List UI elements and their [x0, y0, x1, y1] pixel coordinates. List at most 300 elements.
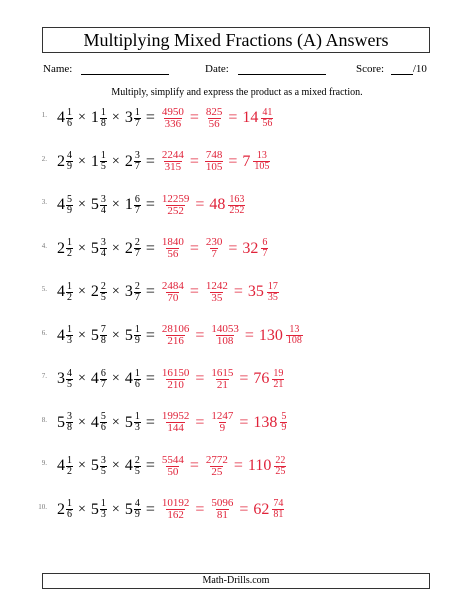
factor — [57, 499, 73, 520]
answer-step-denominator: 56 — [167, 248, 179, 260]
answer-step-denominator: 35 — [267, 291, 278, 303]
factor-denominator: 8 — [67, 422, 72, 433]
times-sign: × — [78, 458, 86, 473]
equals-sign: = — [189, 152, 199, 170]
factor — [125, 456, 141, 477]
answer-step-whole: 48 — [209, 196, 226, 213]
answer-step-fraction — [161, 237, 185, 260]
answer-step — [160, 107, 185, 130]
answer-step — [204, 281, 229, 304]
equals-sign: = — [145, 326, 155, 344]
answer-step-numerator: 4950 — [161, 105, 184, 118]
answer-step-fraction — [161, 324, 191, 347]
factor-denominator: 7 — [134, 161, 140, 172]
answer-step — [204, 455, 229, 478]
factor — [91, 151, 107, 172]
factor-fraction — [66, 282, 73, 303]
factor-fraction — [66, 325, 73, 346]
factor — [91, 412, 107, 433]
equals-sign: = — [195, 500, 205, 518]
answer-step-numerator: 17 — [267, 280, 278, 292]
instructions: Multiply, simplify and express the product as a mixed fraction. — [111, 87, 363, 98]
answer-step-numerator: 1242 — [205, 279, 228, 292]
answer-step-fraction — [253, 151, 270, 172]
answer-step-numerator: 14053 — [211, 323, 239, 335]
answer-step-denominator: 216 — [167, 335, 184, 347]
score-total: /10 — [412, 63, 427, 75]
answer-step-numerator: 16150 — [161, 366, 190, 379]
answer-step-denominator: 81 — [216, 509, 228, 521]
answer-step-numerator: 2772 — [205, 453, 228, 466]
times-sign: × — [78, 501, 86, 517]
answer-step — [160, 150, 185, 173]
factor-numerator: 1 — [67, 454, 72, 466]
factor — [57, 151, 73, 172]
answer-step-fraction — [228, 195, 245, 216]
answer-step-fraction — [272, 499, 284, 520]
answer-step-numerator: 748 — [205, 149, 223, 161]
equals-sign: = — [228, 239, 238, 257]
factor — [91, 369, 107, 390]
factor-whole: 4 — [57, 283, 65, 300]
answer-step-whole: 76 — [253, 370, 270, 387]
times-sign: × — [111, 371, 120, 386]
factor-numerator: 1 — [134, 367, 140, 379]
score-line — [391, 64, 413, 75]
name-line — [81, 64, 169, 75]
factor — [57, 195, 73, 216]
answer-step-whole: 62 — [253, 500, 270, 518]
factor — [57, 108, 73, 129]
answer-step-denominator: 315 — [164, 161, 182, 173]
times-sign: × — [111, 240, 120, 256]
factor-numerator: 1 — [67, 280, 72, 292]
answer-step-fraction — [205, 455, 229, 478]
equals-sign: = — [228, 152, 238, 170]
times-sign: × — [111, 327, 120, 343]
factor-fraction — [100, 108, 107, 129]
factor-denominator: 5 — [100, 291, 106, 303]
problem-expression — [57, 103, 273, 133]
factor-fraction — [100, 238, 107, 259]
problem-number: 6. — [41, 328, 47, 337]
factor-fraction — [100, 325, 107, 346]
answer-step — [204, 150, 224, 173]
factor-whole: 5 — [90, 326, 99, 344]
answer-step-fraction — [267, 282, 279, 303]
factor-numerator: 2 — [134, 280, 140, 292]
factor-fraction — [66, 499, 73, 520]
factor-whole: 1 — [90, 109, 99, 126]
answer-step-fraction — [286, 325, 303, 346]
answer-step-numerator: 74 — [273, 498, 284, 509]
factor-denominator: 9 — [134, 335, 140, 346]
times-sign: × — [78, 284, 86, 299]
problem-number: 3. — [41, 198, 47, 206]
answer-step-fraction — [261, 108, 273, 129]
equals-sign: = — [189, 283, 199, 300]
answer-step-denominator: 252 — [167, 204, 184, 217]
answer-step-numerator: 19 — [273, 367, 284, 379]
factor — [57, 412, 73, 433]
answer-step-whole: 130 — [258, 326, 283, 344]
factor-fraction — [66, 456, 73, 477]
problem-expression — [57, 451, 286, 481]
factor — [91, 499, 107, 520]
answer-step-fraction — [205, 150, 224, 173]
factor-numerator: 2 — [100, 280, 106, 292]
answer-step — [160, 237, 185, 260]
times-sign: × — [111, 501, 120, 517]
factor-numerator: 7 — [100, 324, 106, 335]
answer-step-denominator: 21 — [273, 378, 284, 390]
answer-step-denominator: 9 — [219, 422, 226, 434]
factor-fraction — [66, 238, 73, 259]
answer-step-numerator: 41 — [262, 106, 273, 118]
factor-denominator: 6 — [134, 378, 140, 390]
answer-step-denominator: 144 — [167, 422, 184, 434]
factor-fraction — [134, 369, 141, 390]
answer-step-whole: 14 — [242, 109, 259, 126]
problem-expression — [57, 321, 303, 351]
factor-numerator: 3 — [67, 411, 72, 422]
answer-step-denominator: 56 — [262, 117, 273, 129]
factor-whole: 5 — [90, 500, 99, 518]
problem-number: 8. — [41, 415, 47, 424]
factor — [125, 195, 141, 216]
factor-numerator: 1 — [67, 498, 72, 509]
problem-expression — [57, 190, 245, 220]
times-sign: × — [111, 153, 120, 169]
equals-sign: = — [195, 370, 205, 387]
factor-numerator: 4 — [67, 150, 72, 161]
factor-fraction — [100, 151, 107, 172]
answer-step-denominator: 25 — [275, 465, 286, 477]
factor-denominator: 7 — [134, 117, 140, 129]
factor-denominator: 9 — [67, 161, 72, 172]
factor-denominator: 5 — [67, 378, 72, 390]
answer-step-denominator: 9 — [281, 422, 287, 433]
factor-denominator: 7 — [134, 291, 140, 303]
date-line — [238, 64, 326, 75]
factor-fraction — [66, 195, 73, 216]
answer-step — [253, 412, 287, 433]
problem-expression — [57, 277, 279, 307]
factor-numerator: 3 — [100, 237, 106, 248]
factor-numerator: 6 — [134, 193, 140, 205]
answer-step-numerator: 1840 — [161, 236, 184, 248]
factor-fraction — [100, 499, 107, 520]
factor-fraction — [134, 282, 141, 303]
answer-step-numerator: 12259 — [161, 192, 190, 205]
answer-step-denominator: 162 — [167, 509, 184, 521]
factor-denominator: 2 — [67, 465, 72, 477]
factor-whole: 5 — [124, 326, 133, 344]
answer-step-numerator: 5544 — [161, 453, 184, 466]
factor-numerator: 2 — [134, 237, 140, 248]
factor — [125, 238, 141, 259]
answer-step-numerator: 5096 — [211, 497, 234, 509]
factor-whole: 2 — [124, 152, 133, 170]
factor-whole: 5 — [90, 196, 99, 213]
footer: Math-Drills.com — [42, 573, 430, 589]
answer-step-fraction — [161, 281, 185, 304]
problem-number: 1. — [41, 111, 47, 119]
equals-sign: = — [189, 239, 199, 257]
factor-numerator: 4 — [134, 498, 140, 509]
factor-whole: 4 — [57, 326, 65, 344]
factor-whole: 5 — [90, 239, 99, 257]
factor — [91, 195, 107, 216]
answer-step — [160, 498, 191, 521]
factor-numerator: 1 — [67, 237, 72, 248]
equals-sign: = — [145, 500, 155, 518]
answer-step — [242, 108, 273, 129]
answer-step-denominator: 105 — [205, 161, 223, 173]
factor — [91, 282, 107, 303]
factor-whole: 3 — [57, 370, 65, 387]
factor — [91, 108, 107, 129]
answer-step-numerator: 28106 — [161, 323, 190, 335]
times-sign: × — [78, 197, 86, 212]
factor — [91, 325, 107, 346]
factor — [57, 238, 73, 259]
factor-numerator: 5 — [100, 411, 106, 422]
factor-numerator: 3 — [100, 193, 106, 205]
factor-whole: 1 — [124, 196, 133, 213]
answer-step-fraction — [161, 150, 185, 173]
answer-step-numerator: 13 — [256, 150, 267, 161]
date-label: Date: — [205, 63, 229, 75]
answer-step-denominator: 7 — [211, 248, 217, 260]
factor-whole: 5 — [57, 413, 65, 431]
factor-fraction — [134, 238, 141, 259]
factor-fraction — [134, 499, 141, 520]
answer-step-denominator: 21 — [216, 378, 228, 391]
factor — [57, 325, 73, 346]
answer-step-fraction — [161, 107, 185, 130]
answer-step-denominator: 108 — [286, 335, 302, 346]
factor-whole: 4 — [90, 413, 99, 431]
factor-whole: 4 — [57, 196, 65, 213]
answer-step-whole: 32 — [242, 239, 259, 257]
factor — [125, 499, 141, 520]
answer-step-numerator: 163 — [229, 193, 245, 205]
answer-step-numerator: 2244 — [161, 149, 184, 161]
times-sign: × — [78, 110, 86, 125]
factor — [91, 456, 107, 477]
answer-step-denominator: 210 — [167, 378, 184, 391]
score-label: Score: — [356, 63, 385, 75]
factor-numerator: 1 — [100, 106, 106, 118]
equals-sign: = — [233, 283, 243, 300]
factor-fraction — [134, 195, 141, 216]
factor-fraction — [100, 282, 107, 303]
times-sign: × — [78, 240, 86, 256]
factor-denominator: 3 — [67, 335, 72, 346]
factor-denominator: 6 — [67, 117, 72, 129]
equals-sign: = — [145, 109, 155, 126]
problem-expression — [57, 147, 270, 177]
answer-step-fraction — [210, 411, 234, 434]
factor-denominator: 8 — [100, 335, 106, 346]
factor-numerator: 5 — [67, 193, 72, 205]
problem-number: 2. — [41, 154, 47, 163]
worksheet-title: Multiplying Mixed Fractions (A) Answers — [42, 27, 430, 53]
factor — [57, 282, 73, 303]
answer-step-denominator: 108 — [216, 335, 234, 347]
times-sign: × — [111, 110, 120, 125]
factor-fraction — [100, 369, 107, 390]
answer-step — [209, 411, 234, 434]
answer-step-fraction — [280, 412, 287, 433]
answer-step — [160, 281, 185, 304]
equals-sign: = — [233, 457, 243, 474]
answer-step-whole: 138 — [253, 413, 278, 431]
factor-fraction — [66, 151, 73, 172]
equals-sign: = — [145, 283, 155, 300]
factor-numerator: 3 — [134, 150, 140, 161]
factor-whole: 5 — [124, 413, 133, 431]
answer-step-numerator: 1247 — [211, 410, 234, 422]
factor-numerator: 1 — [134, 106, 140, 118]
equals-sign: = — [239, 370, 249, 387]
factor-denominator: 5 — [134, 465, 140, 477]
answer-step — [248, 282, 279, 303]
answer-step — [160, 368, 191, 391]
factor-fraction — [100, 195, 107, 216]
factor-whole: 2 — [124, 239, 133, 257]
factor-numerator: 6 — [100, 367, 106, 379]
factor-numerator: 2 — [134, 454, 140, 466]
factor-fraction — [66, 369, 73, 390]
problem-number: 10. — [38, 502, 47, 511]
answer-step — [160, 455, 185, 478]
answer-step-denominator: 81 — [273, 509, 284, 520]
times-sign: × — [78, 327, 86, 343]
answer-step-fraction — [210, 498, 234, 521]
factor-fraction — [134, 108, 141, 129]
factor-whole: 3 — [124, 109, 133, 126]
answer-step-numerator: 5 — [281, 411, 287, 422]
factor-numerator: 1 — [134, 411, 140, 422]
answer-step-denominator: 336 — [164, 117, 182, 130]
factor-numerator: 3 — [100, 454, 106, 466]
answer-step — [248, 456, 286, 477]
answer-step-numerator: 1615 — [211, 366, 234, 379]
factor-whole: 2 — [90, 283, 99, 300]
factor — [57, 369, 73, 390]
answer-step-numerator: 2484 — [161, 279, 184, 292]
answer-step-numerator: 230 — [205, 236, 223, 248]
problem-number: 4. — [41, 241, 47, 250]
factor-fraction — [100, 456, 107, 477]
answer-step-fraction — [272, 369, 284, 390]
answer-step — [160, 411, 191, 434]
equals-sign: = — [189, 457, 199, 474]
equals-sign: = — [228, 109, 238, 126]
factor — [91, 238, 107, 259]
date-field — [205, 63, 326, 75]
factor-whole: 2 — [57, 152, 65, 170]
answer-step-whole: 35 — [247, 283, 264, 300]
equals-sign: = — [239, 500, 249, 518]
factor-fraction — [66, 412, 73, 433]
problem-number: 7. — [41, 372, 47, 380]
answer-step — [242, 151, 270, 172]
factor — [125, 412, 141, 433]
answer-step-fraction — [161, 411, 191, 434]
factor-whole: 5 — [90, 457, 99, 474]
answer-step — [160, 194, 191, 217]
equals-sign: = — [195, 326, 205, 344]
problem-expression — [57, 408, 287, 438]
factor — [125, 325, 141, 346]
equals-sign: = — [239, 413, 249, 431]
factor-numerator: 4 — [67, 367, 72, 379]
answer-step-numerator: 19952 — [161, 410, 190, 422]
equals-sign: = — [244, 326, 254, 344]
answer-step-denominator: 7 — [262, 248, 268, 259]
factor-whole: 3 — [124, 283, 133, 300]
factor-fraction — [100, 412, 107, 433]
factor — [125, 282, 141, 303]
problem-expression — [57, 364, 284, 394]
times-sign: × — [111, 284, 120, 299]
factor-fraction — [134, 412, 141, 433]
answer-step — [209, 195, 245, 216]
factor-numerator: 1 — [134, 324, 140, 335]
equals-sign: = — [145, 239, 155, 257]
factor-whole: 1 — [90, 152, 99, 170]
factor-denominator: 4 — [100, 204, 106, 216]
factor-fraction — [134, 325, 141, 346]
times-sign: × — [111, 197, 120, 212]
answer-step — [259, 325, 303, 346]
answer-step-numerator: 10192 — [161, 497, 190, 509]
factor-denominator: 6 — [67, 509, 72, 520]
answer-step-denominator: 105 — [254, 161, 270, 172]
answer-step-fraction — [210, 324, 240, 347]
factor-denominator: 7 — [100, 378, 106, 390]
factor-whole: 4 — [57, 457, 65, 474]
answer-step — [209, 368, 234, 391]
factor-denominator: 2 — [67, 248, 72, 259]
factor-whole: 4 — [57, 109, 65, 126]
answer-step-fraction — [205, 237, 224, 260]
answer-step-fraction — [274, 456, 286, 477]
factor — [57, 456, 73, 477]
answer-step-denominator: 56 — [208, 117, 220, 130]
problem-number: 5. — [41, 285, 47, 293]
answer-step-denominator: 252 — [229, 204, 245, 216]
answer-step-fraction — [161, 498, 191, 521]
answer-step-fraction — [161, 194, 191, 217]
times-sign: × — [78, 153, 86, 169]
factor-denominator: 5 — [100, 465, 106, 477]
equals-sign: = — [145, 196, 155, 213]
answer-step — [204, 237, 224, 260]
problem-expression — [57, 495, 284, 525]
problem-expression — [57, 234, 268, 264]
factor-numerator: 1 — [100, 498, 106, 509]
answer-step — [209, 324, 240, 347]
factor — [125, 151, 141, 172]
equals-sign: = — [189, 109, 199, 126]
answer-step — [209, 498, 234, 521]
factor-denominator: 8 — [100, 117, 106, 129]
answer-step-fraction — [205, 281, 229, 304]
